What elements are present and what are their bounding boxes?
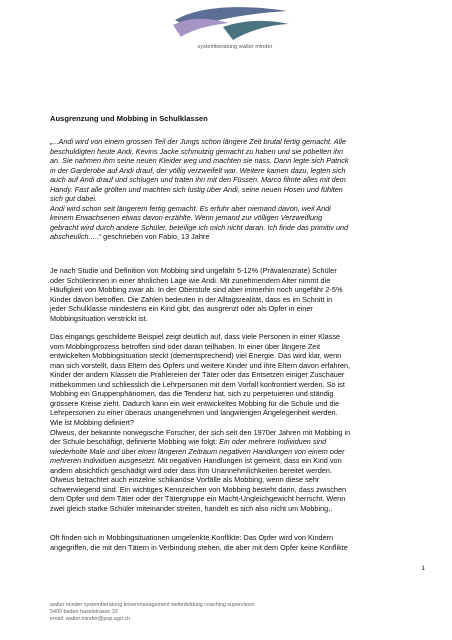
logo-graphic: [171, 4, 291, 44]
paragraph-group-phenomenon: [50, 332, 430, 418]
text-fragment: der Schule beschäftigt, definierte Mobbing wie folgt:: [50, 437, 220, 446]
text-line: Kinder davon betroffen. Die Zahlen bedeuten in der Alltagsrealität, dass es im Schnitt in: [50, 294, 333, 304]
text-line: Olweus betrachtet auch einzelne schikanöse Vorfälle als Mobbing, wenn diese sehr: [50, 475, 320, 484]
footer-email: email: walter.minder@pop.agri.ch: [50, 616, 131, 622]
quote-end: abscheulich.....“: [50, 232, 102, 241]
text-line: schwerwiegend sind. Ein wichtiges Kennzeichen von Mobbing besteht darin, dass zwischen: [50, 484, 347, 494]
quote-line: Handy. Fast alle grölten und machten sich lustig über Andi, seine neuen Hosen und fühlten: [50, 184, 343, 194]
quote-line: Andi wird schon seit längerem fertig gemacht. Es erfuhr aber niemand davon, weil Andi: [50, 203, 331, 213]
text-line: entwickelten Mobbingsituation steckt (dementsprechend) viel Energie. Das wird klar, wenn: [50, 351, 342, 360]
text-line: man sich vorstellt, dass Eltern des Opfers und weitere Kinder und ihre Eltern davon erfahren,: [50, 360, 351, 370]
quote-line: sich gut dabei.: [50, 194, 98, 203]
text-fragment: Mit negativen Handlungen ist gemeint, dass ein Kind von: [155, 456, 342, 465]
text-line: grössere Kreise zieht. Dadurch kann ein weit entwickeltes Mobbing für die Schule und die: [50, 398, 340, 408]
footer-address: 5400 baden haselstrasse 33: [50, 609, 118, 615]
text-line: andern absichtlich geschädigt wird oder dass ihm Unannehmlichkeiten bereitet werden.: [50, 465, 332, 475]
text-line: jeder Schulklasse mindestens ein Kind gibt, das ausgrenzt oder als Opfer in einer: [50, 304, 313, 313]
footer-services: walter minder systemberatung krisenmanagement weiterbildung coaching supervision: [50, 602, 255, 608]
quote-attribution: geschrieben von Fabio, 13 Jahre: [101, 232, 210, 241]
logo-text: systemberatung walter minder: [197, 44, 273, 50]
footer: [50, 602, 255, 623]
quote-line: keinem Erwachsenen etwas davon erzählte. Wenn jemand zur völligen Verzweiflung: [50, 213, 323, 222]
definition-quote: wiederholte Male und über einen längeren Zeitraum negativen Handlungen von einem oder: [50, 446, 345, 456]
text-line: Oft finden sich in Mobbingsituationen umgelenkte Konflikte: Das Opfer wird von Kindern: [50, 533, 334, 542]
text-line: Das eingangs geschilderte Beispiel zeigt deutlich auf, dass viele Personen in einer Klasse: [50, 332, 341, 341]
quote-line: an. Sie nahmen ihm seine neuen Kleider weg und machten sie nass. Dann legte sich Patrick: [50, 156, 349, 165]
definition-quote: mehreren Individuen ausgesetzt.: [50, 456, 156, 465]
quote-block: [50, 137, 430, 242]
definition-quote: Ein oder mehrere Individuen sind: [219, 437, 327, 446]
text-line: Mobbingsituation verstrickt ist.: [50, 313, 148, 323]
quote-line: „...Andi wird von einem grossen Teil der Jungs schon längere Zeit brutal fertig gemacht. Alle: [50, 137, 346, 146]
paragraph-conflicts: [50, 533, 430, 552]
text-line: [50, 437, 430, 447]
text-line: Häufigkeit von Mobbing zwar ab. In der Oberstufe sind aber immerhin noch ungefähr 2-5%: [50, 285, 343, 294]
page-title: Ausgrenzung und Mobbing in Schulklassen: [50, 114, 208, 123]
text-line: [50, 456, 430, 466]
quote-line: auch auf Andi drauf und schlugen und traten ihn mit den Füssen. Marco filmte alles mit dem: [50, 175, 346, 184]
page-number: 1: [421, 565, 425, 572]
text-line: oder Schülerinnen in einer ähnlichen Lage wie Andi. Mit zunehmendem Alter nimmt die: [50, 275, 331, 285]
text-line: Lehrpersonen zu einer überaus unangenehmen und langwierigen Angelegenheit werden.: [50, 408, 338, 417]
text-line: mitbekommen und schliesslich die Lehrpersonen mit dem Vorfall konfrontiert werden. So ist: [50, 379, 345, 389]
paragraph-definition: [50, 418, 430, 513]
text-line: angegriffen, die mit den Tätern in Verbindung stehen, die aber mit dem Opfer keine Konflikte: [50, 542, 348, 552]
text-line: Olweus, der bekannte norwegische Forscher, der sich seit den 1970er Jahren mit Mobbing in: [50, 427, 351, 437]
text-line: dem Opfer und dem Täter oder der Tätergruppe ein Macht-Ungleichgewicht herrscht. Wenn: [50, 494, 346, 503]
logo-swoosh-teal: [223, 21, 289, 40]
text-line: Kinder der andern Klassen die Prahlereien der Täter oder das Entsetzen einiger Zuschauer: [50, 370, 345, 379]
text-line: vom Mobbingprozess betroffen sind oder daran teilhaben. In einer über längere Zeit: [50, 341, 321, 351]
quote-last-line: [50, 232, 430, 242]
section-question: Wie ist Mobbing definiert?: [50, 418, 134, 427]
text-line: zwei gleich starke Schüler miteinander streiten, handelt es sich also nicht um Mobbing,.: [50, 503, 333, 513]
text-line: Mobbing ein Gruppenphänomen, das die Tendenz hat, sich zu perpetuieren und ständig: [50, 389, 334, 398]
quote-line: gebracht wird durch andere Schüler, beteilige ich mich nicht daran. Ich finde das primitiv und: [50, 222, 349, 232]
text-line: Je nach Studie und Definition von Mobbing sind ungefähr 5-12% (Prävalenzrate) Schüler: [50, 266, 337, 275]
paragraph-prevalence: [50, 266, 430, 323]
quote-line: in der Garderobe auf Andi drauf, der völlig verzweifelt war. Weitere kamen dazu, legten sich: [50, 165, 346, 175]
quote-line: beschuldigten heute Andi, Kevins Jacke schmutzig gemacht zu haben und sie pöbelten ihn: [50, 146, 344, 156]
